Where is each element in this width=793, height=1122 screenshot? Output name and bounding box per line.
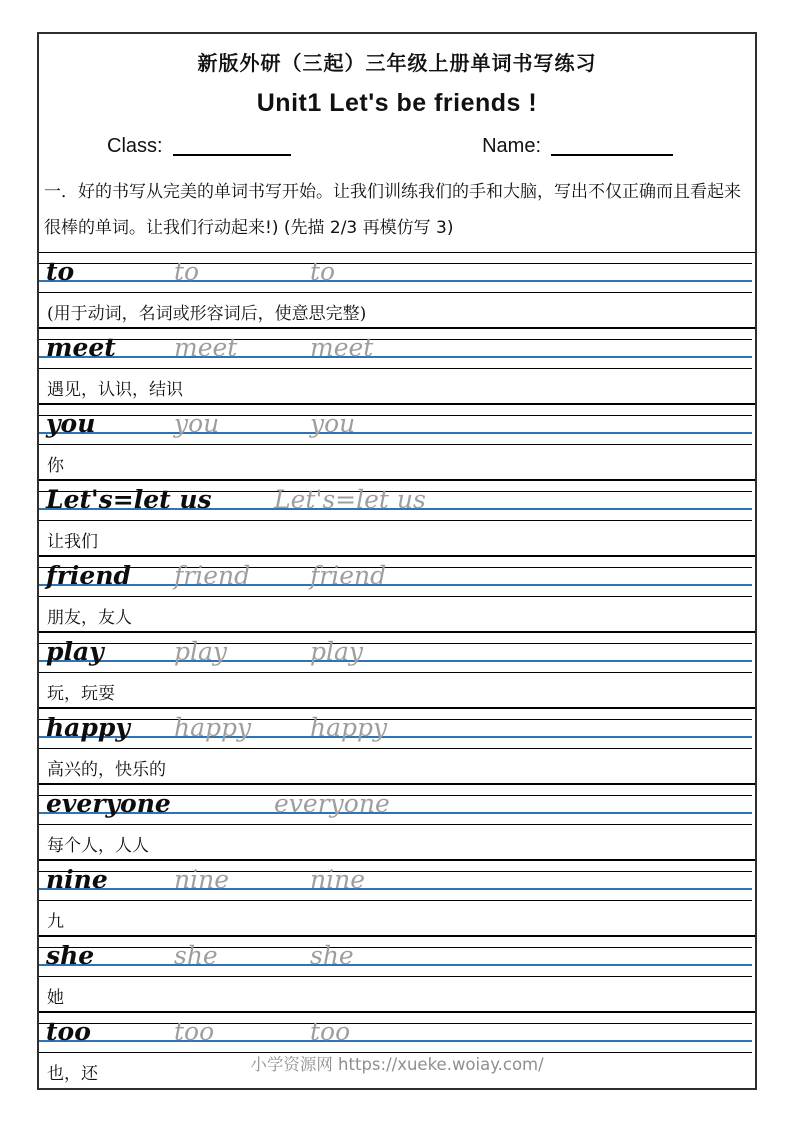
practice-word-line (46, 938, 755, 971)
word-translation: 九 (39, 903, 755, 936)
writing-guide-line (39, 976, 752, 977)
practice-word-traced: you (310, 409, 356, 438)
writing-guide (39, 632, 755, 675)
word-translation: 高兴的，快乐的 (39, 751, 755, 784)
practice-word-line (46, 406, 755, 439)
practice-word-traced: to (310, 257, 336, 286)
worksheet-page (37, 32, 757, 1090)
practice-word-traced: happy (310, 713, 388, 742)
practice-word-line (46, 330, 755, 363)
practice-word-traced: to (174, 257, 200, 286)
word-translation: 她 (39, 979, 755, 1012)
word-practice-entry (39, 936, 755, 1012)
writing-guide-line (39, 672, 752, 673)
source-link[interactable]: 小学资源网 https://xueke.woiay.com/ (250, 1055, 544, 1074)
practice-word-traced: meet (310, 333, 374, 362)
practice-word-solid: nine (46, 865, 108, 894)
word-translation: 遇见，认识，结识 (39, 371, 755, 404)
writing-guide (39, 556, 755, 599)
writing-guide (39, 936, 755, 979)
word-practice-entry (39, 632, 755, 708)
writing-guide (39, 1012, 755, 1055)
word-practice-entry (39, 708, 755, 784)
writing-guide-line (39, 596, 752, 597)
practice-word-solid: to (46, 257, 75, 286)
writing-guide (39, 708, 755, 751)
word-translation: 玩，玩耍 (39, 675, 755, 708)
practice-word-solid: happy (46, 713, 130, 742)
word-practice-entry (39, 784, 755, 860)
practice-word-traced: nine (310, 865, 365, 894)
practice-word-line (46, 634, 755, 667)
word-practice-entry (39, 328, 755, 404)
practice-word-line (46, 1014, 755, 1047)
practice-word-solid: she (46, 941, 95, 970)
writing-guide-line (39, 292, 752, 293)
class-label: Class: (107, 135, 163, 157)
practice-word-traced: happy (174, 713, 252, 742)
practice-word-line (46, 558, 755, 591)
writing-guide-line (39, 368, 752, 369)
writing-guide-line (39, 444, 752, 445)
word-translation: 每个人，人人 (39, 827, 755, 860)
writing-guide-line (39, 520, 752, 521)
practice-word-solid: Let's=let us (46, 485, 212, 514)
word-practice-entry (39, 556, 755, 632)
class-blank-line (173, 154, 291, 156)
practice-word-traced: play (174, 637, 228, 666)
practice-word-solid: play (46, 637, 104, 666)
word-practice-entry (39, 860, 755, 936)
class-name-row (39, 135, 755, 158)
practice-word-line (46, 482, 755, 515)
word-practice-entry (39, 1012, 755, 1088)
name-blank-line (551, 154, 673, 156)
practice-word-line (46, 786, 755, 819)
unit-title: Unit1 Let's be friends ! (256, 89, 538, 117)
worksheet-title: 新版外研（三起）三年级上册单词书写练习 (197, 51, 597, 75)
practice-word-traced: meet (174, 333, 238, 362)
practice-word-solid: meet (46, 333, 116, 362)
practice-word-solid: everyone (46, 789, 171, 818)
practice-word-line (46, 254, 755, 287)
practice-word-traced: she (174, 941, 218, 970)
practice-word-traced: you (174, 409, 220, 438)
practice-word-traced: too (310, 1017, 351, 1046)
word-translation: 让我们 (39, 523, 755, 556)
practice-word-line (46, 862, 755, 895)
word-translation: 朋友，友人 (39, 599, 755, 632)
writing-guide (39, 784, 755, 827)
practice-word-traced: friend (174, 561, 251, 590)
word-practice-entry (39, 480, 755, 556)
writing-guide (39, 480, 755, 523)
instructions-text: 一．好的书写从完美的单词书写开始。让我们训练我们的手和大脑，写出不仅正确而且看起来很棒的单词。让我们行动起来!) (先描 2/3 再模仿写 3) (44, 182, 741, 238)
word-translation: (用于动词，名词或形容词后，使意思完整) (39, 295, 755, 328)
writing-guide-line (39, 900, 752, 901)
practice-word-solid: friend (46, 561, 131, 590)
practice-word-solid: you (46, 409, 96, 438)
practice-word-traced: everyone (274, 789, 390, 818)
practice-word-traced: Let's=let us (274, 485, 426, 514)
writing-guide-line (39, 824, 752, 825)
word-practice-entry (39, 252, 755, 328)
writing-guide (39, 252, 755, 295)
practice-word-traced: play (310, 637, 364, 666)
practice-word-traced: nine (174, 865, 229, 894)
word-practice-entry (39, 404, 755, 480)
writing-guide (39, 404, 755, 447)
name-label: Name: (482, 135, 541, 157)
practice-word-traced: friend (310, 561, 387, 590)
practice-word-traced: too (174, 1017, 215, 1046)
practice-word-traced: she (310, 941, 354, 970)
writing-guide (39, 328, 755, 371)
practice-word-solid: too (46, 1017, 91, 1046)
practice-word-line (46, 710, 755, 743)
word-practice-list (39, 252, 755, 1088)
word-translation: 也，还 (47, 1064, 98, 1084)
writing-guide (39, 860, 755, 903)
word-translation: 你 (39, 447, 755, 480)
writing-guide-line (39, 748, 752, 749)
